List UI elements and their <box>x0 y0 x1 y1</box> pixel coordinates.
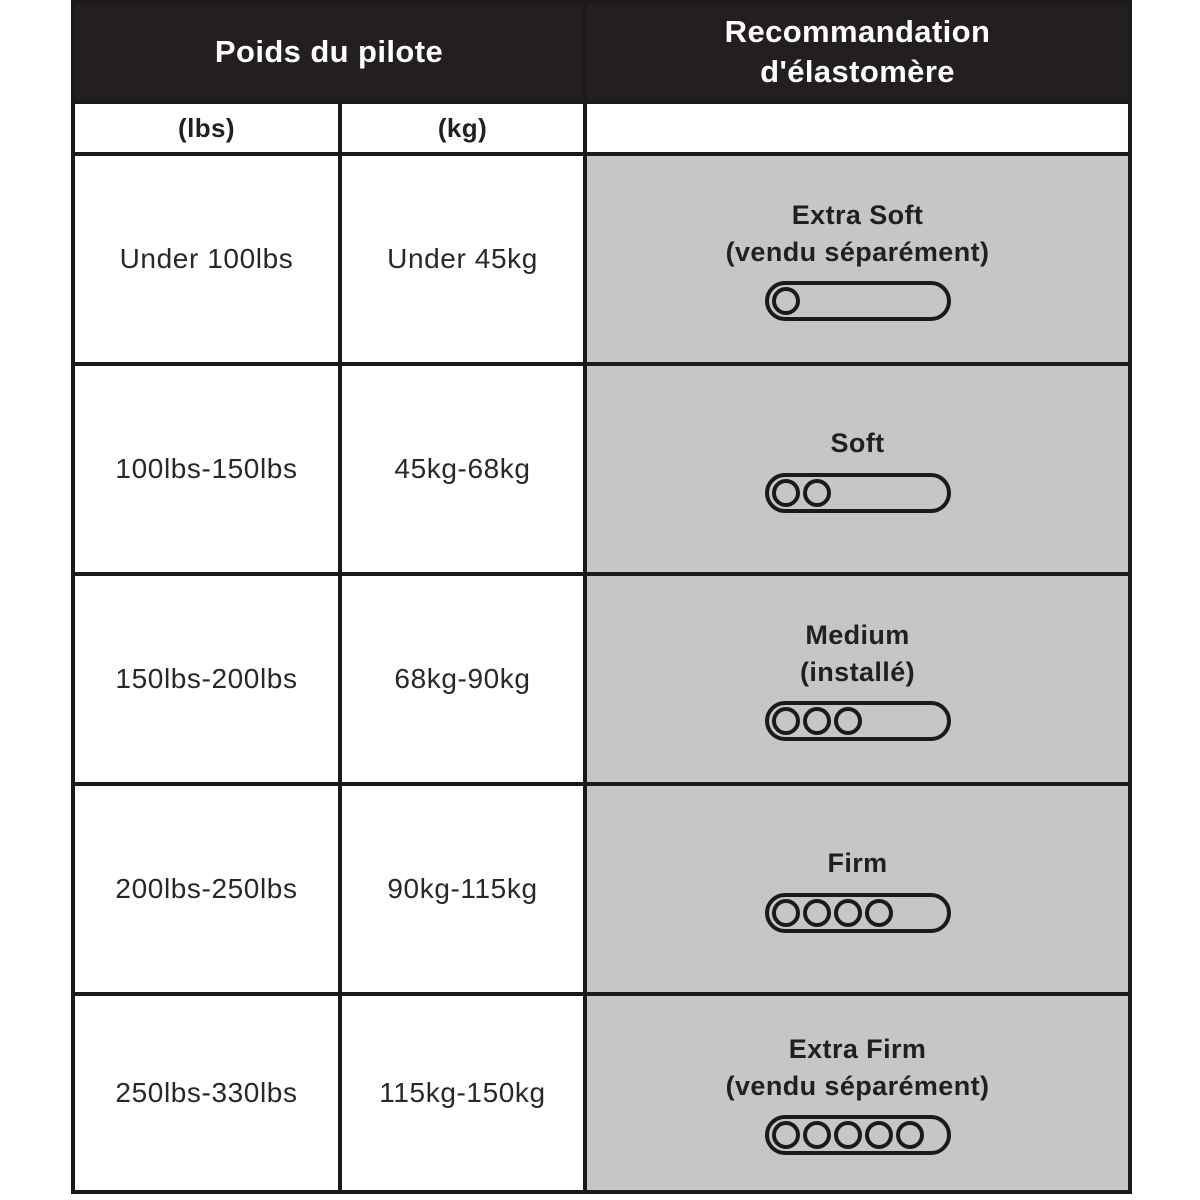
elastomer-dot-icon <box>772 287 800 315</box>
elastomer-dot-icon <box>834 899 862 927</box>
kg-cell: 90kg-115kg <box>340 784 585 994</box>
rider-weight-header <box>73 2 585 102</box>
table-row <box>73 154 1130 364</box>
elastomer-count-indicator <box>765 281 951 321</box>
kg-cell: Under 45kg <box>340 154 585 364</box>
elastomer-dot-icon <box>772 479 800 507</box>
lbs-cell: 200lbs-250lbs <box>73 784 340 994</box>
header-row <box>73 2 1130 102</box>
lbs-cell: 250lbs-330lbs <box>73 994 340 1192</box>
elastomer-recommendation-table <box>71 0 1132 1194</box>
recommendation-content <box>587 617 1128 741</box>
elastomer-name: Medium <box>805 620 910 651</box>
elastomer-count-indicator <box>765 1115 951 1155</box>
elastomer-count-indicator <box>765 473 951 513</box>
rider-weight-header-label: Poids du pilote <box>214 34 444 69</box>
table-row <box>73 574 1130 784</box>
table-row <box>73 784 1130 994</box>
elastomer-dot-icon <box>803 899 831 927</box>
elastomer-name: Extra Soft <box>791 200 924 231</box>
kg-cell: 68kg-90kg <box>340 574 585 784</box>
elastomer-dot-icon <box>772 899 800 927</box>
elastomer-dot-icon <box>772 707 800 735</box>
elastomer-dot-icon <box>803 1121 831 1149</box>
recommendation-header <box>585 2 1130 102</box>
elastomer-dot-icon <box>865 899 893 927</box>
recommendation-header-label: Recommandation d'élastomère <box>724 14 991 89</box>
kg-cell: 115kg-150kg <box>340 994 585 1192</box>
lbs-cell: 150lbs-200lbs <box>73 574 340 784</box>
elastomer-dot-icon <box>834 707 862 735</box>
recommendation-content <box>587 1031 1128 1155</box>
elastomer-note: (installé) <box>800 656 916 687</box>
recommendation-content <box>587 197 1128 321</box>
kg-unit-cell: (kg) <box>340 102 585 154</box>
elastomer-note: (vendu séparément) <box>725 236 990 267</box>
lbs-cell: Under 100lbs <box>73 154 340 364</box>
elastomer-name: Extra Firm <box>788 1034 927 1065</box>
lbs-unit-cell: (lbs) <box>73 102 340 154</box>
elastomer-note: (vendu séparément) <box>725 1070 990 1101</box>
units-row <box>73 102 1130 154</box>
lbs-cell: 100lbs-150lbs <box>73 364 340 574</box>
recommendation-cell <box>585 574 1130 784</box>
table-row <box>73 994 1130 1192</box>
elastomer-dot-icon <box>896 1121 924 1149</box>
elastomer-dot-icon <box>772 1121 800 1149</box>
recommendation-content <box>587 425 1128 512</box>
recommendation-cell <box>585 994 1130 1192</box>
table-row <box>73 364 1130 574</box>
elastomer-name: Soft <box>830 428 885 459</box>
recommendation-cell <box>585 154 1130 364</box>
elastomer-dot-icon <box>865 1121 893 1149</box>
elastomer-name: Firm <box>827 848 888 879</box>
recommendation-content <box>587 845 1128 932</box>
elastomer-dot-icon <box>803 707 831 735</box>
recommendation-cell <box>585 364 1130 574</box>
spec-table <box>71 0 1132 1194</box>
elastomer-count-indicator <box>765 893 951 933</box>
elastomer-count-indicator <box>765 701 951 741</box>
elastomer-dot-icon <box>834 1121 862 1149</box>
elastomer-dot-icon <box>803 479 831 507</box>
empty-unit-cell <box>585 102 1130 154</box>
kg-cell: 45kg-68kg <box>340 364 585 574</box>
recommendation-cell <box>585 784 1130 994</box>
